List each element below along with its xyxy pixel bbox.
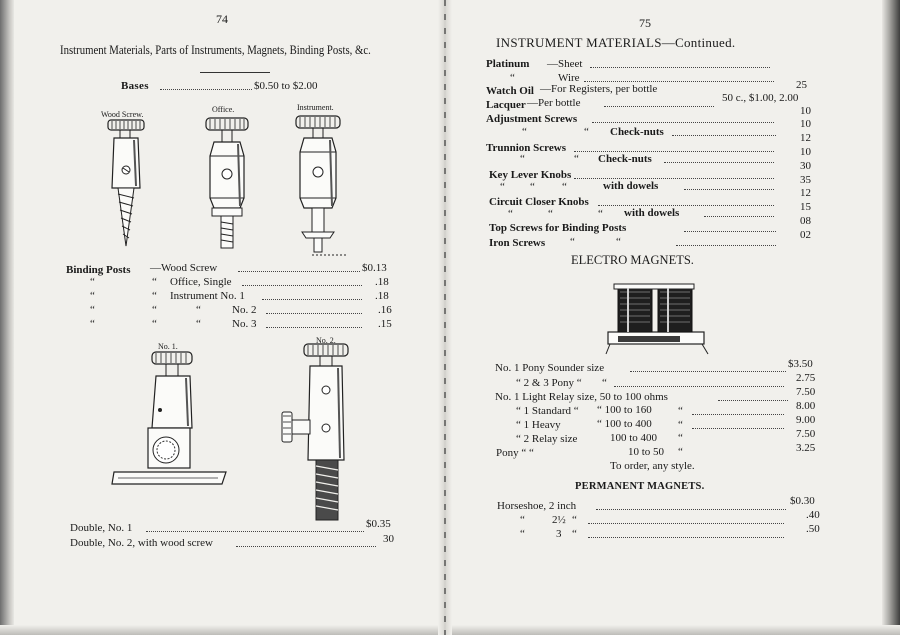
electro-price: 8.00: [796, 400, 816, 412]
left-page-title: Instrument Materials, Parts of Instruments, Magnets, Binding Posts, &c.: [60, 43, 371, 57]
leader: [588, 523, 784, 524]
leader: [718, 400, 788, 401]
caption-wood-screw: Wood Screw.: [101, 110, 144, 119]
ditto-mark: “: [520, 514, 525, 526]
leader: [592, 122, 774, 123]
leader: [676, 245, 776, 246]
ditto-mark: “: [574, 153, 579, 165]
material-price: 25: [796, 79, 807, 91]
ditto-mark: “: [152, 318, 157, 330]
electro-range: 10 to 50: [628, 446, 665, 458]
right-page-number: 75: [639, 16, 651, 30]
binding-posts-price: .18: [375, 290, 389, 302]
electro-magnet-illustration: [604, 282, 714, 357]
leader: [262, 299, 362, 300]
ditto-mark: “: [678, 419, 683, 431]
leader: [266, 327, 362, 328]
material-label: Top Screws for Binding Posts: [489, 222, 627, 234]
caption-office: Office.: [212, 105, 235, 114]
material-price: 02: [800, 229, 811, 241]
electro-magnets-heading: ELECTRO MAGNETS.: [571, 253, 694, 267]
material-price: 12: [800, 132, 811, 144]
binding-posts-item: No. 3: [232, 318, 257, 330]
ditto-mark: “: [196, 304, 201, 316]
ditto-mark: “: [152, 276, 157, 288]
electro-range: 100 to 400: [610, 432, 658, 444]
ditto-mark: “: [572, 528, 577, 540]
leader: [238, 271, 360, 272]
double-no1-price: $0.35: [366, 518, 391, 530]
double-post-no2-illustration: [278, 342, 368, 522]
ditto-mark: “: [90, 290, 95, 302]
binding-posts-price: .15: [378, 318, 392, 330]
ditto-mark: “: [562, 181, 567, 193]
material-desc: —Per bottle: [527, 97, 581, 109]
leader: [672, 135, 776, 136]
caption-double-no1: No. 1.: [158, 342, 178, 351]
material-price: 30: [800, 160, 811, 172]
binding-posts-item: Office, Single: [170, 276, 232, 288]
right-page-edge: [882, 0, 900, 635]
ditto-mark: “: [90, 276, 95, 288]
ditto-mark: “: [520, 528, 525, 540]
electro-item: “ 1 Standard “: [516, 405, 579, 417]
ditto-mark: “: [508, 208, 513, 220]
leader: [574, 151, 774, 152]
material-label: Trunnion Screws: [486, 142, 566, 154]
ditto-mark: “: [510, 72, 515, 84]
ditto-mark: “: [602, 377, 607, 389]
office-post-illustration: [200, 114, 260, 254]
permanent-size: 3: [556, 528, 562, 540]
material-label: Iron Screws: [489, 237, 546, 249]
electro-item: “ 1 Heavy: [516, 419, 561, 431]
electro-range: “ 100 to 400: [597, 418, 652, 430]
ditto-mark: “: [152, 290, 157, 302]
material-price: 12: [800, 187, 811, 199]
material-desc: Check-nuts: [598, 153, 652, 165]
leader: [692, 428, 784, 429]
material-desc: Check-nuts: [610, 126, 664, 138]
binding-posts-item: Instrument No. 1: [170, 290, 245, 302]
ditto-mark: “: [152, 304, 157, 316]
leader: [146, 531, 364, 532]
electro-price: 7.50: [796, 428, 816, 440]
material-price: 10: [800, 118, 811, 130]
ditto-mark: “: [90, 318, 95, 330]
double-no2-label: Double, No. 2, with wood screw: [70, 537, 213, 549]
ditto-mark: “: [548, 208, 553, 220]
title-rule: [200, 72, 270, 73]
material-label: Lacquer: [486, 99, 526, 111]
wood-screw-post-illustration: [104, 118, 154, 253]
ditto-mark: “: [572, 514, 577, 526]
permanent-price: $0.30: [790, 495, 815, 507]
leader: [584, 81, 774, 82]
bases-price: $0.50 to $2.00: [254, 80, 318, 92]
electro-item: No. 1 Light Relay size, 50 to 100 ohms: [495, 391, 668, 403]
ditto-mark: “: [678, 405, 683, 417]
electro-price: 2.75: [796, 372, 816, 384]
leader: [588, 537, 784, 538]
leader: [704, 216, 774, 217]
binding-posts-item: No. 2: [232, 304, 257, 316]
ditto-mark: “: [678, 446, 683, 458]
ditto-mark: “: [196, 318, 201, 330]
electro-price: 7.50: [796, 386, 816, 398]
bases-leader: [160, 89, 252, 90]
binding-posts-price: $0.13: [362, 262, 387, 274]
leader: [236, 546, 376, 547]
permanent-price: .50: [806, 523, 820, 535]
double-no1-label: Double, No. 1: [70, 522, 133, 534]
leader: [684, 231, 776, 232]
instrument-post-illustration: [290, 112, 350, 257]
binding-posts-price: .16: [378, 304, 392, 316]
material-price: 50 c., $1.00, 2.00: [722, 92, 799, 104]
electro-item: No. 1 Pony Sounder size: [495, 362, 605, 374]
permanent-magnets-heading: PERMANENT MAGNETS.: [575, 481, 705, 492]
material-desc: —For Registers, per bottle: [540, 83, 658, 95]
leader: [596, 509, 786, 510]
permanent-price: .40: [806, 509, 820, 521]
material-price: 10: [800, 146, 811, 158]
material-label: Watch Oil: [486, 85, 534, 97]
electro-price: 9.00: [796, 414, 816, 426]
material-price: 35: [800, 174, 811, 186]
ditto-mark: “: [616, 236, 621, 248]
left-page-number: 74: [216, 12, 228, 26]
gutter-stitching: [444, 0, 446, 635]
material-desc: —Sheet: [547, 58, 583, 70]
permanent-item: Horseshoe, 2 inch: [497, 500, 577, 512]
left-page-edge: [0, 0, 14, 635]
material-label: Key Lever Knobs: [489, 169, 572, 181]
material-desc: with dowels: [603, 180, 659, 192]
leader: [664, 162, 774, 163]
electro-range: “ 100 to 160: [597, 404, 652, 416]
material-price: 08: [800, 215, 811, 227]
material-label: Adjustment Screws: [486, 113, 578, 125]
leader: [604, 106, 714, 107]
electro-item: Pony “ “: [496, 447, 534, 459]
material-label: Platinum: [486, 58, 530, 70]
leader: [684, 189, 774, 190]
bases-label: Bases: [121, 80, 149, 92]
binding-posts-label: Binding Posts: [66, 264, 131, 276]
ditto-mark: “: [90, 304, 95, 316]
leader: [242, 285, 362, 286]
right-page-title: INSTRUMENT MATERIALS—Continued.: [496, 35, 736, 50]
caption-double-no2: No. 2.: [316, 336, 336, 345]
ditto-mark: “: [570, 236, 575, 248]
ditto-mark: “: [500, 181, 505, 193]
material-price: 15: [800, 201, 811, 213]
electro-note: To order, any style.: [610, 460, 695, 472]
ditto-mark: “: [678, 432, 683, 444]
leader: [614, 386, 784, 387]
material-price: 10: [800, 105, 811, 117]
leader: [574, 178, 774, 179]
caption-instrument: Instrument.: [297, 103, 334, 112]
ditto-mark: “: [522, 126, 527, 138]
binding-posts-item: —Wood Screw: [150, 262, 218, 274]
leader: [598, 205, 774, 206]
electro-price: 3.25: [796, 442, 816, 454]
leader: [630, 371, 786, 372]
electro-price: $3.50: [788, 358, 813, 370]
material-desc: with dowels: [624, 207, 680, 219]
binding-posts-price: .18: [375, 276, 389, 288]
leader: [692, 414, 784, 415]
ditto-mark: “: [584, 126, 589, 138]
ditto-mark: “: [520, 153, 525, 165]
double-post-no1-illustration: [110, 350, 230, 490]
electro-item: “ 2 & 3 Pony “: [516, 377, 582, 389]
material-desc: Wire: [558, 72, 580, 84]
ditto-mark: “: [598, 208, 603, 220]
electro-item: “ 2 Relay size: [516, 433, 578, 445]
double-no2-price: 30: [383, 533, 394, 545]
leader: [590, 67, 770, 68]
leader: [266, 313, 362, 314]
ditto-mark: “: [530, 181, 535, 193]
material-label: Circuit Closer Knobs: [489, 196, 589, 208]
permanent-size: 2½: [552, 514, 566, 526]
